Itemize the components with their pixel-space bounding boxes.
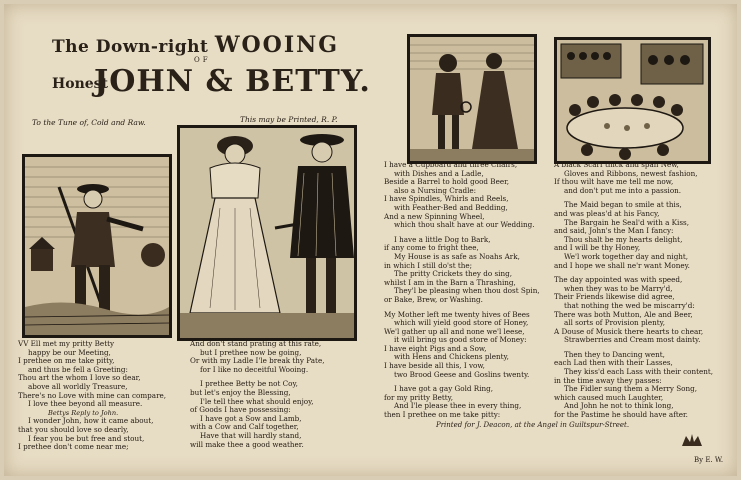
verse-line: with a Cow and Calf together, — [190, 422, 299, 432]
woodcut-courting — [407, 34, 537, 164]
woodcut-couple-icon — [180, 128, 354, 338]
verse-line: I have a little Dog to Bark, — [394, 234, 491, 244]
verse-line: And don't stand prating at this rate, — [190, 339, 322, 348]
verse-line: for my pritty Betty, — [384, 392, 454, 402]
verse-line: that you should love so dearly, — [18, 424, 129, 434]
verse-line: when they was to be Marry'd, — [564, 283, 673, 293]
verse-line: which will yield good store of Honey, — [394, 318, 529, 328]
verse-line: I prethee don't come near me; — [18, 442, 129, 452]
verse-line: And John he not to think long, — [564, 401, 674, 411]
verse-line: each Lad then with their Lasses, — [554, 358, 673, 368]
verse-column-4 — [554, 161, 713, 420]
verse-line: and don't put me into a passion. — [564, 185, 682, 195]
verse-line: Thou shalt be my hearts delight, — [564, 234, 683, 244]
verse-line: The Fidler sung them a Merry Song, — [564, 384, 697, 394]
verse-line: And a new Spinning Wheel, — [384, 211, 485, 221]
verse-line: in the time away they passes: — [554, 375, 662, 385]
verse-line: Gloves and Ribbons, newest fashion, — [564, 168, 698, 178]
verse-line: They'l be pleasing when thou dost Spin, — [394, 286, 540, 296]
woodcut-courting-icon — [410, 37, 534, 161]
verse-line: I wonder John, how it came about, — [28, 416, 154, 426]
verse-line: with Hens and Chickens plenty, — [394, 352, 509, 362]
verse-line: two Brood Geese and Goslins twenty. — [394, 369, 530, 379]
verse-line: also a Nursing Cradle: — [394, 185, 477, 195]
verse-line: happy be our Meeting, — [28, 347, 111, 357]
verse-line: I have got a Sow and Lamb, — [200, 413, 302, 423]
woodcut-man-icon — [25, 157, 169, 335]
verse-line: of Goods I have possessing: — [190, 405, 291, 415]
verse-line: Their Friends likewise did agree, — [554, 292, 675, 302]
verse-column-3 — [384, 161, 540, 420]
verse-line: I prethee on me take pitty, — [18, 356, 115, 366]
verse-line: which caused much Laughter, — [554, 392, 664, 402]
verse-line: it will bring us good store of Money: — [394, 335, 527, 345]
library-stamp-icon — [680, 430, 704, 450]
verse-line: I love thee beyond all measure. — [28, 399, 143, 409]
verse-line: A Douse of Musick there hearts to chear, — [554, 326, 704, 336]
license-line: This may be Printed, R. P. — [240, 115, 338, 124]
verse-line: Bettys Reply to John. — [48, 408, 119, 417]
title-honest: Honest — [52, 76, 108, 92]
verse-line: for I like no deceitful Wooing. — [200, 364, 309, 374]
tune-line: To the Tune of, Cold and Raw. — [32, 118, 146, 127]
verse-line: Or with my Ladle I'le break thy Pate, — [190, 356, 325, 366]
verse-line: We'l gather up all and none we'l leese, — [384, 326, 525, 336]
woodcut-man — [22, 154, 172, 338]
verse-line: I have a Cupboard and three Chairs, — [384, 160, 518, 169]
verse-line: and said, John's the Man I fancy: — [554, 226, 674, 236]
verse-line: My House is as safe as Noahs Ark, — [394, 251, 520, 261]
verse-line: and I will be thy Honey, — [554, 243, 641, 253]
verse-line: There's no Love with mine can compare, — [18, 390, 167, 400]
verse-line: with Dishes and a Ladle, — [394, 168, 484, 178]
verse-line: and thus be fell a Greeting: — [28, 364, 128, 374]
verse-line: I prethee Betty be not Coy, — [200, 379, 298, 389]
woodcut-feast-icon — [557, 40, 708, 161]
verse-line: I have got a gay Gold Ring, — [394, 384, 494, 394]
woodcut-couple — [177, 125, 357, 341]
verse-line: if any come to fright thee, — [384, 243, 479, 253]
verse-line: Strawberries and Cream most dainty. — [564, 335, 701, 345]
verse-line: A black Scarf thick and span New, — [554, 160, 679, 169]
verse-line: I'le tell thee what should enjoy, — [200, 396, 314, 406]
verse-line: for the Pastime he should have after. — [554, 410, 688, 420]
verse-line: If thou wilt have me tell me now, — [554, 177, 674, 187]
verse-line: The Maid began to smile at this, — [564, 200, 682, 210]
verse-line: which thou shalt have at our Wedding. — [394, 220, 535, 230]
verse-line: Thou art the whom I love so dear, — [18, 373, 141, 383]
verse-line: I fear you be but free and stout, — [28, 433, 145, 443]
broadside-sheet — [4, 4, 737, 476]
verse-line: The Bargain he Seal'd with a Kiss, — [564, 217, 690, 227]
verse-line: in which I still do'st the; — [384, 260, 473, 270]
title-of: OF — [194, 56, 211, 64]
verse-line: that nothing the wed be miscarry'd: — [564, 300, 695, 310]
verse-line: VV Ell met my pritty Betty — [18, 339, 115, 348]
verse-line: My Mother left me twenty hives of Bees — [384, 309, 530, 319]
title-part-a: The Down-right — [52, 37, 215, 57]
verse-line: then I prethee on me take pitty: — [384, 410, 501, 420]
verse-line: The pritty Crickets they do sing, — [394, 269, 512, 279]
verse-line: And I'le please thee in every thing, — [394, 401, 522, 411]
verse-line: and was pleas'd at his Fancy, — [554, 208, 660, 218]
verse-line: will make thee a good weather. — [190, 439, 304, 449]
title-wooing: WOOING — [214, 32, 340, 58]
author: By E. W. — [694, 456, 724, 464]
verse-line: We'l work together day and night, — [564, 251, 689, 261]
verse-line: but let's enjoy the Blessing, — [190, 387, 291, 397]
verse-line: and I hope we shall ne'r want Money. — [554, 260, 690, 270]
verse-line: above all worldly Treasure, — [28, 381, 128, 391]
verse-line: Have that will hardly stand, — [200, 430, 302, 440]
verse-line: I have beside all this, I vow, — [384, 361, 485, 371]
verse-line: but I prethee now be going, — [200, 347, 302, 357]
title-john-betty: JOHN & BETTY. — [94, 64, 371, 99]
verse-line: whilst I am in the Barn a Thrashing, — [384, 277, 516, 287]
verse-line: The day appointed was with speed, — [554, 275, 683, 285]
woodcut-feast — [554, 37, 711, 164]
verse-column-2 — [190, 340, 324, 449]
verse-line: I have eight Pigs and a Sow, — [384, 343, 487, 353]
verse-line: or Bake, Brew, or Washing. — [384, 294, 483, 304]
verse-line: all sorts of Provision plenty, — [564, 318, 665, 328]
verse-line: with Feather-Bed and Bedding, — [394, 202, 508, 212]
verse-line: They kiss'd each Lass with their content, — [564, 367, 714, 377]
verse-line: Then they to Dancing went, — [564, 349, 665, 359]
imprint: Printed for J. Deacon, at the Angel in Guiltspur-Street. — [436, 421, 630, 429]
verse-line: Beside a Barrel to hold good Beer, — [384, 177, 510, 187]
verse-column-1 — [18, 340, 166, 452]
verse-line: There was both Mutton, Ale and Beer, — [554, 309, 693, 319]
title-line-1 — [52, 32, 339, 58]
verse-line: I have Spindles, Whirls and Reels, — [384, 194, 509, 204]
